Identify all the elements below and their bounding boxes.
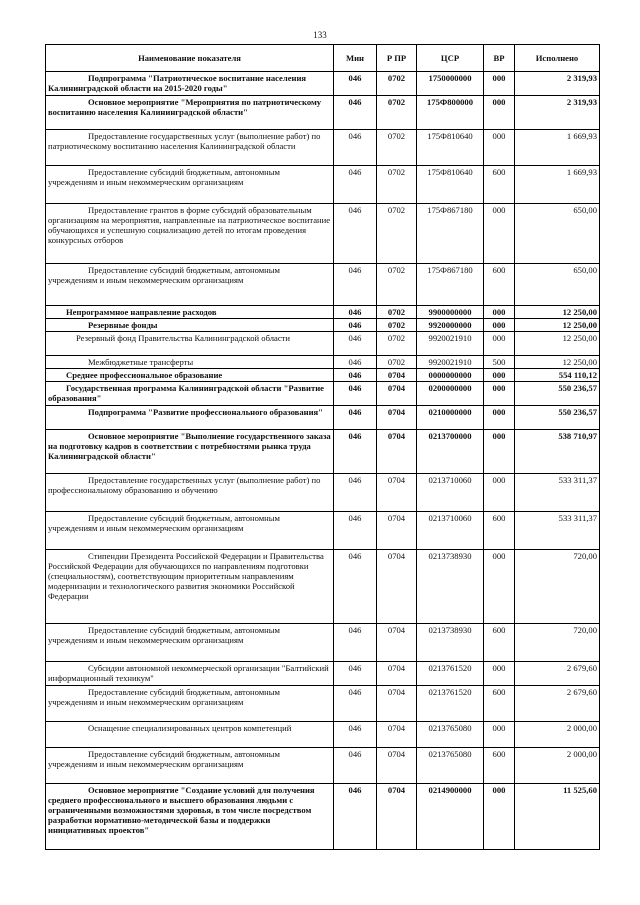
row-name: Предоставление субсидий бюджетным, автономным учреждениям и иным некоммерческим организациям xyxy=(46,624,334,662)
row-done: 720,00 xyxy=(515,624,600,662)
row-min: 046 xyxy=(334,430,377,474)
row-vr: 000 xyxy=(484,130,515,166)
row-vr: 600 xyxy=(484,264,515,306)
column-header-rpr: Р ПР xyxy=(377,45,417,72)
row-vr: 000 xyxy=(484,332,515,356)
row-csr: 0214900000 xyxy=(417,784,484,850)
row-vr: 600 xyxy=(484,512,515,550)
row-rpr: 0702 xyxy=(377,319,417,332)
row-csr: 9920000000 xyxy=(417,319,484,332)
row-vr: 600 xyxy=(484,166,515,204)
table-row xyxy=(46,550,600,624)
row-name: Субсидии автономной некоммерческой организации "Балтийский информационный техникум" xyxy=(46,662,334,686)
row-done: 650,00 xyxy=(515,204,600,264)
row-min: 046 xyxy=(334,748,377,784)
row-rpr: 0704 xyxy=(377,662,417,686)
row-name: Предоставление субсидий бюджетным, автономным учреждениям и иным некоммерческим организациям xyxy=(46,166,334,204)
row-name: Основное мероприятие "Мероприятия по патриотическому воспитанию населения Калининградской области" xyxy=(46,96,334,130)
row-rpr: 0704 xyxy=(377,550,417,624)
row-min: 046 xyxy=(334,356,377,369)
row-csr: 1750000000 xyxy=(417,72,484,96)
row-name: Основное мероприятие "Выполнение государственного заказа на подготовку кадров в соответствии с потребностями рынка труда Калининградской области" xyxy=(46,430,334,474)
row-csr: 9900000000 xyxy=(417,306,484,319)
row-min: 046 xyxy=(334,204,377,264)
row-vr: 000 xyxy=(484,369,515,382)
row-done: 550 236,57 xyxy=(515,406,600,430)
row-name: Оснащение специализированных центров компетенций xyxy=(46,722,334,748)
row-min: 046 xyxy=(334,382,377,406)
row-name: Межбюджетные трансферты xyxy=(46,356,334,369)
row-name: Предоставление грантов в форме субсидий образовательным организациям на мероприятия, направленные на патриотическое воспитание обучающихся и успешную социализацию детей по итогам проведения конкурсных отборов xyxy=(46,204,334,264)
table-row xyxy=(46,512,600,550)
row-name: Резервные фонды xyxy=(46,319,334,332)
row-min: 046 xyxy=(334,72,377,96)
row-rpr: 0704 xyxy=(377,748,417,784)
row-min: 046 xyxy=(334,332,377,356)
row-min: 046 xyxy=(334,306,377,319)
row-rpr: 0702 xyxy=(377,204,417,264)
row-vr: 000 xyxy=(484,784,515,850)
table-row xyxy=(46,356,600,369)
row-csr: 0000000000 xyxy=(417,369,484,382)
row-min: 046 xyxy=(334,319,377,332)
row-vr: 000 xyxy=(484,96,515,130)
row-name: Государственная программа Калининградской области "Развитие образования" xyxy=(46,382,334,406)
row-csr: 0213710060 xyxy=(417,474,484,512)
row-rpr: 0704 xyxy=(377,430,417,474)
row-min: 046 xyxy=(334,474,377,512)
row-csr: 9920021910 xyxy=(417,356,484,369)
row-done: 533 311,37 xyxy=(515,512,600,550)
row-name: Предоставление субсидий бюджетным, автономным учреждениям и иным некоммерческим организациям xyxy=(46,686,334,722)
row-min: 046 xyxy=(334,550,377,624)
row-rpr: 0704 xyxy=(377,784,417,850)
row-name: Непрограммное направление расходов xyxy=(46,306,334,319)
row-vr: 000 xyxy=(484,406,515,430)
row-min: 046 xyxy=(334,264,377,306)
row-rpr: 0702 xyxy=(377,96,417,130)
row-name: Предоставление субсидий бюджетным, автономным учреждениям и иным некоммерческим организациям xyxy=(46,748,334,784)
row-csr: 175Ф867180 xyxy=(417,264,484,306)
table-row xyxy=(46,784,600,850)
row-rpr: 0704 xyxy=(377,406,417,430)
row-done: 1 669,93 xyxy=(515,166,600,204)
row-min: 046 xyxy=(334,512,377,550)
row-min: 046 xyxy=(334,369,377,382)
row-rpr: 0704 xyxy=(377,369,417,382)
row-min: 046 xyxy=(334,686,377,722)
row-vr: 000 xyxy=(484,382,515,406)
table-header-row xyxy=(46,45,600,72)
table-row xyxy=(46,319,600,332)
row-done: 12 250,00 xyxy=(515,332,600,356)
row-min: 046 xyxy=(334,406,377,430)
row-vr: 600 xyxy=(484,624,515,662)
row-done: 2 000,00 xyxy=(515,748,600,784)
table-row xyxy=(46,369,600,382)
column-header-name: Наименование показателя xyxy=(46,45,334,72)
row-min: 046 xyxy=(334,166,377,204)
table-row xyxy=(46,662,600,686)
row-rpr: 0702 xyxy=(377,264,417,306)
row-rpr: 0702 xyxy=(377,166,417,204)
row-done: 12 250,00 xyxy=(515,306,600,319)
row-done: 650,00 xyxy=(515,264,600,306)
row-vr: 000 xyxy=(484,550,515,624)
table-row xyxy=(46,624,600,662)
row-csr: 0213738930 xyxy=(417,624,484,662)
row-csr: 0213738930 xyxy=(417,550,484,624)
row-vr: 000 xyxy=(484,474,515,512)
row-csr: 175Ф810640 xyxy=(417,166,484,204)
row-vr: 000 xyxy=(484,430,515,474)
row-done: 550 236,57 xyxy=(515,382,600,406)
row-name: Стипендии Президента Российской Федерации и Правительства Российской Федерации для обучающихся по направлениям подготовки (специальностям), соответствующим приоритетным направлениям модернизации и технологического развития экономики Российской Федерации xyxy=(46,550,334,624)
row-vr: 500 xyxy=(484,356,515,369)
table-row xyxy=(46,332,600,356)
row-csr: 175Ф810640 xyxy=(417,130,484,166)
row-rpr: 0704 xyxy=(377,722,417,748)
row-min: 046 xyxy=(334,662,377,686)
table-row xyxy=(46,474,600,512)
table-row xyxy=(46,130,600,166)
budget-execution-table xyxy=(45,44,600,850)
row-done: 12 250,00 xyxy=(515,319,600,332)
table-row xyxy=(46,722,600,748)
row-vr: 000 xyxy=(484,306,515,319)
row-rpr: 0702 xyxy=(377,356,417,369)
row-done: 12 250,00 xyxy=(515,356,600,369)
row-name: Подпрограмма "Патриотическое воспитание населения Калининградской области на 2015-2020 годы" xyxy=(46,72,334,96)
row-csr: 0213761520 xyxy=(417,662,484,686)
row-rpr: 0704 xyxy=(377,686,417,722)
row-csr: 175Ф800000 xyxy=(417,96,484,130)
row-min: 046 xyxy=(334,96,377,130)
table-row xyxy=(46,306,600,319)
row-vr: 000 xyxy=(484,662,515,686)
row-min: 046 xyxy=(334,624,377,662)
row-done: 720,00 xyxy=(515,550,600,624)
row-rpr: 0702 xyxy=(377,130,417,166)
row-csr: 9920021910 xyxy=(417,332,484,356)
table-row xyxy=(46,686,600,722)
row-name: Предоставление государственных услуг (выполнение работ) по профессиональному образованию и обучению xyxy=(46,474,334,512)
row-vr: 600 xyxy=(484,748,515,784)
column-header-csr: ЦСР xyxy=(417,45,484,72)
table-row xyxy=(46,382,600,406)
table-row xyxy=(46,748,600,784)
row-name: Предоставление субсидий бюджетным, автономным учреждениям и иным некоммерческим организациям xyxy=(46,264,334,306)
row-name: Предоставление субсидий бюджетным, автономным учреждениям и иным некоммерческим организациям xyxy=(46,512,334,550)
row-name: Предоставление государственных услуг (выполнение работ) по патриотическому воспитанию населения Калининградской области xyxy=(46,130,334,166)
row-vr: 000 xyxy=(484,72,515,96)
table-row xyxy=(46,430,600,474)
row-csr: 0213765080 xyxy=(417,748,484,784)
row-done: 2 000,00 xyxy=(515,722,600,748)
row-csr: 0213765080 xyxy=(417,722,484,748)
row-done: 2 319,93 xyxy=(515,72,600,96)
row-rpr: 0704 xyxy=(377,474,417,512)
row-vr: 000 xyxy=(484,722,515,748)
row-rpr: 0702 xyxy=(377,306,417,319)
table-row xyxy=(46,406,600,430)
row-csr: 0213761520 xyxy=(417,686,484,722)
row-rpr: 0704 xyxy=(377,382,417,406)
row-csr: 175Ф867180 xyxy=(417,204,484,264)
row-done: 2 319,93 xyxy=(515,96,600,130)
row-name: Резервный фонд Правительства Калининградской области xyxy=(46,332,334,356)
row-name: Подпрограмма "Развитие профессионального образования" xyxy=(46,406,334,430)
row-rpr: 0702 xyxy=(377,72,417,96)
table-row xyxy=(46,72,600,96)
column-header-vr: ВР xyxy=(484,45,515,72)
row-rpr: 0702 xyxy=(377,332,417,356)
table-row xyxy=(46,96,600,130)
row-vr: 000 xyxy=(484,204,515,264)
column-header-done: Исполнено xyxy=(515,45,600,72)
row-vr: 600 xyxy=(484,686,515,722)
row-min: 046 xyxy=(334,130,377,166)
row-csr: 0213710060 xyxy=(417,512,484,550)
table-row xyxy=(46,204,600,264)
row-rpr: 0704 xyxy=(377,624,417,662)
row-done: 2 679,60 xyxy=(515,686,600,722)
row-name: Основное мероприятие "Создание условий для получения среднего профессионального и высшего образования людьми с ограниченными возможностями здоровья, в том числе посредством разработки нормативно-методической базы и поддержки инициативных проектов" xyxy=(46,784,334,850)
page-number: 133 xyxy=(313,30,327,40)
row-csr: 0210000000 xyxy=(417,406,484,430)
row-vr: 000 xyxy=(484,319,515,332)
row-csr: 0213700000 xyxy=(417,430,484,474)
table-row xyxy=(46,264,600,306)
row-rpr: 0704 xyxy=(377,512,417,550)
row-done: 533 311,37 xyxy=(515,474,600,512)
column-header-min: Мин xyxy=(334,45,377,72)
row-min: 046 xyxy=(334,722,377,748)
row-done: 554 110,12 xyxy=(515,369,600,382)
row-done: 538 710,97 xyxy=(515,430,600,474)
row-name: Среднее профессиональное образование xyxy=(46,369,334,382)
table-row xyxy=(46,166,600,204)
row-done: 2 679,60 xyxy=(515,662,600,686)
row-min: 046 xyxy=(334,784,377,850)
row-done: 1 669,93 xyxy=(515,130,600,166)
row-done: 11 525,60 xyxy=(515,784,600,850)
row-csr: 0200000000 xyxy=(417,382,484,406)
